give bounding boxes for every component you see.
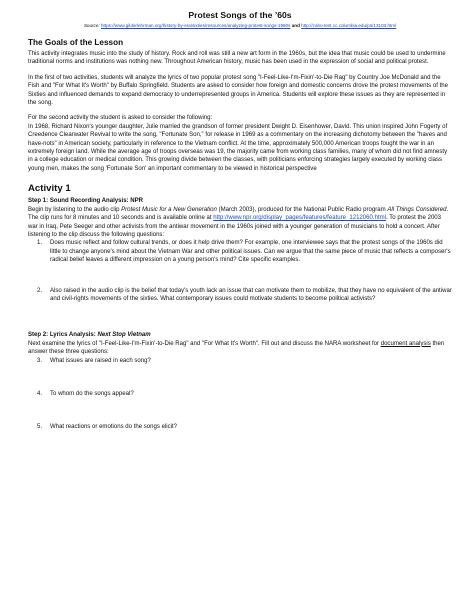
step1-text-b: (March 2003), produced for the National Public Radio program <box>216 206 388 213</box>
question-4 <box>28 390 452 398</box>
question-3-text: What issues are raised in each song? <box>50 357 151 364</box>
goals-paragraph-2: In the first of two activities, students will analyze the lyrics of two popular protest song "I-Feel-Like-I'm-Fixin'-to-Die Rag" by Country Joe McDonald and the Fish and "For What It's Worth" by Buffalo Springfield. Students are asked to consider how foreign and domestic concerns drove the protest movements of the Sixties and influenced demands to expand democracy to underrepresented groups in America. Students will explore these issues as they are represented in the song. <box>28 74 448 107</box>
step2-text-b: then answer these three questions: <box>28 340 445 356</box>
question-3 <box>28 357 452 365</box>
activity1-questions <box>28 239 452 303</box>
step1-text-c: . The clip runs for 8 minutes and 10 seconds and is available online at <box>28 206 449 222</box>
activity1-step2-questions <box>28 357 452 432</box>
question-4-number: 4. <box>37 390 43 397</box>
question-5-number: 5. <box>37 424 43 431</box>
goals-heading: The Goals of the Lesson <box>28 38 124 47</box>
step2-label-italic: Next Stop Vietnam <box>97 332 151 339</box>
step2-text-a: Next examine the lyrics of "I-Feel-Like-I'm-Fixin'-to-Die Rag" and "For What It's Worth". Fill out and discuss the NARA worksheet for <box>28 340 381 347</box>
step2-paragraph <box>28 340 452 357</box>
step2-label-text: Step 2: Lyrics Analysis: <box>28 332 98 339</box>
question-1-number: 1. <box>37 240 43 247</box>
page-title: Protest Songs of the ’60s <box>188 10 292 20</box>
goals-paragraph-3-intro: For the second activity the student is asked to consider the following: <box>28 115 213 122</box>
goals-paragraph-1: This activity integrates music into the study of history. Rock and roll was still a new art form in the 1960s, but the idea that music could be used to undermine traditional norms and institutions was nothing new. Throughout American history, music has been used in the expression of social and political protest. <box>28 51 446 66</box>
source-label: Source: <box>83 23 100 28</box>
source-link-gilderlehrman[interactable]: https://www.gilderlehrman.org/history-by-era/sixties/resources/analyzing-protest-songs-1960s <box>100 23 291 28</box>
question-4-text: To whom do the songs appeal? <box>50 390 134 397</box>
step1-title-all-things-considered: All Things Considered <box>387 206 447 213</box>
question-1-text: Does music reflect and follow cultural trends, or does it help drive them? For example, one interviewee says that the protest songs of the 1960s did little to change anyone's mind about the Vietnam War and other political issues. Can we argue that the same piece of music that reflects a composer's radical belief leaves a different impression on a young person's mind? Cite specific examples. <box>50 240 451 264</box>
question-2 <box>28 287 452 304</box>
activity1-heading: Activity 1 <box>28 183 71 195</box>
step1-paragraph <box>28 206 452 240</box>
step1-text-a: Begin by listening to the audio clip <box>28 206 122 213</box>
question-2-number: 2. <box>37 287 43 294</box>
npr-link[interactable]: http://www.npr.org/display_pages/features/feature_1212060.html <box>213 215 387 222</box>
source-and: and <box>291 23 300 28</box>
question-2-text: Also raised in the audio clip is the belief that today's youth lack an issue that can motivate them to mobilize, that they have no equivalent of the antiwar and civil-rights movements of the sixties. What contemporary issues could motivate students to become political activists? <box>50 287 452 302</box>
step1-text-d: . To protest the 2003 war in Iraq, Pete Seeger and other activists from the antiwar movement in the 1960s joined with a younger generation of musicians to hold a concert. After listening to the clip discuss the following questions: <box>28 215 442 238</box>
question-3-number: 3. <box>37 357 43 364</box>
goals-paragraph-3-body: In 1968, Richard Nixon's younger daughter, Julie married the grandson of former president Dwight D. Eisenhower, David. This union inspired John Fogerty of Creedence Clearwater Revival to write the song, "Fortunate Son," for release in 1969 as a commentary on the increasing dichotomy between the "haves and have-nots" in American society, particularly in reference to the Vietnam conflict. At the time, approximately 500,000 American troops fought the war in an extremely foreign land. While the average age of troops overseas was 19, the majority came from working class families, many of whom did not find amnesty in a college education or medical condition. This growing divide between the classes, with politicians enforcing strategies largely executed by working class young men, makes the song 'Fortunate Son' an important commentary to be viewed in historical perspective <box>28 123 448 172</box>
question-5 <box>28 423 452 431</box>
question-1 <box>28 239 452 264</box>
source-link-columbia[interactable]: http://caho-test.cc.columbia.edu/ps/13103.html <box>301 23 397 28</box>
document-analysis-link[interactable]: document analysis <box>380 340 431 347</box>
source-line <box>28 23 452 28</box>
step2-label <box>28 331 452 339</box>
question-5-text: What reactions or emotions do the songs elicit? <box>50 424 178 431</box>
step1-label: Step 1: Sound Recording Analysis: NPR <box>28 198 144 205</box>
step1-title-protest-music: Protest Music for a New Generation <box>121 206 217 213</box>
